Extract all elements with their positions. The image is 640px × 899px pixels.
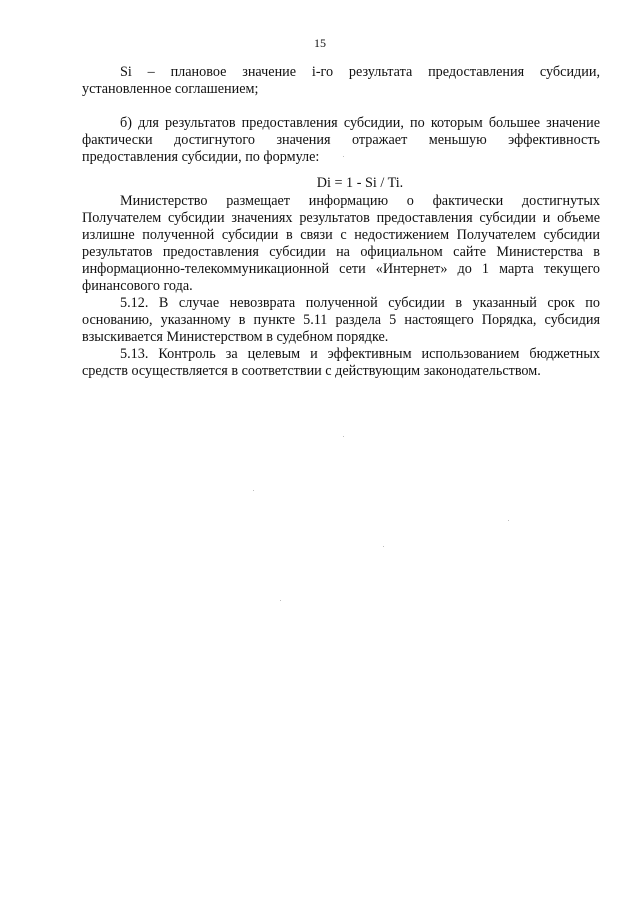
scan-speck: [343, 156, 344, 157]
item-b-paragraph: б) для результатов предоставления субсидии, по которым большее значение фактически достигнутого значения отражает меньшую эффективность предоставления субсидии, по формуле:: [82, 115, 600, 165]
si-definition-block: [82, 64, 600, 98]
scan-speck: [383, 546, 384, 547]
ministry-info-paragraph: Министерство размещает информацию о фактически достигнутых Получателем субсидии значениях результатов предоставления субсидии и объеме излишне полученной субсидии в связи с недостижением Получателем субсидии результатов предоставления субсидии на официальном сайте Министерства в информационно-телекоммуникационной сети «Интернет» до 1 марта текущего финансового года.: [82, 193, 600, 294]
scan-speck: [343, 436, 344, 437]
clause-5-13-paragraph: 5.13. Контроль за целевым и эффективным использованием бюджетных средств осуществляется в соответствии с действующим законодательством.: [82, 346, 600, 379]
clause-5-12-paragraph: 5.12. В случае невозврата полученной субсидии в указанный срок по основанию, указанному в пункте 5.11 раздела 5 настоящего Порядка, субсидия взыскивается Министерством в судебном порядке.: [82, 295, 600, 345]
scan-speck: [253, 490, 254, 491]
si-definition-paragraph: Si – плановое значение i-го результата предоставления субсидии, установленное соглашением;: [82, 64, 600, 97]
scan-speck: [508, 520, 509, 521]
item-b-block: [82, 115, 600, 166]
main-text-block: [82, 193, 600, 380]
page-number: 15: [314, 36, 326, 50]
formula: Di = 1 - Si / Ti.: [316, 175, 404, 191]
scan-speck: [280, 600, 281, 601]
